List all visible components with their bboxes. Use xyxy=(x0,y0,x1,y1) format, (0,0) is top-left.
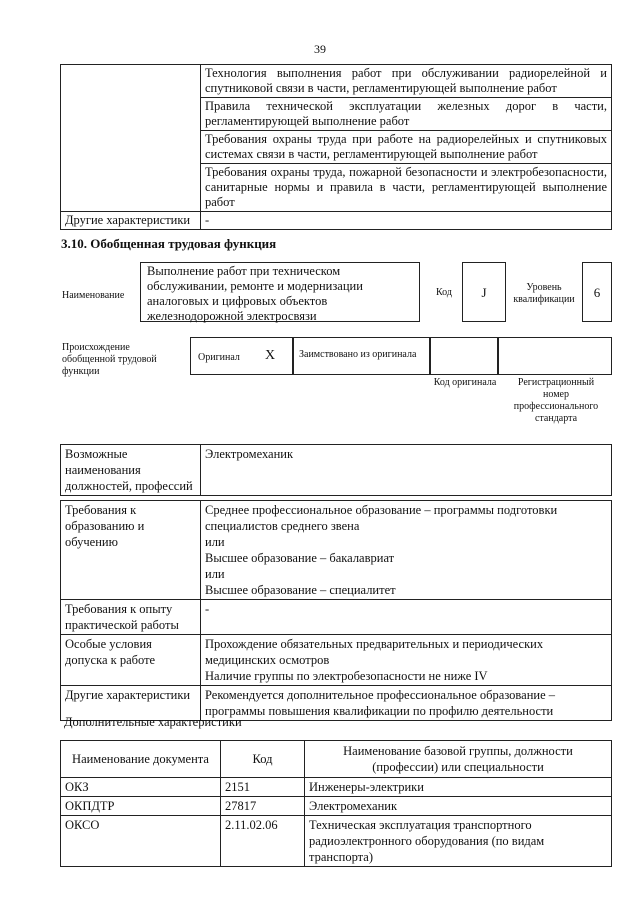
positions-value: Электромеханик xyxy=(201,445,612,496)
knowledge-table xyxy=(60,64,612,230)
group-cell: Инженеры-электрики xyxy=(305,778,612,797)
other-characteristics-value: - xyxy=(201,212,612,230)
table-row xyxy=(61,778,612,797)
education-line: или xyxy=(205,535,225,549)
knowledge-item: Требования охраны труда, пожарной безопасности и электробезопасности, санитарные нормы и правила в части, регламентирующей выполнение работ xyxy=(201,164,612,212)
positions-label: Возможные наименования должностей, профессий xyxy=(61,445,201,496)
original-mark: X xyxy=(265,348,276,363)
education-line: или xyxy=(205,567,225,581)
doc-cell: ОКЗ xyxy=(61,778,221,797)
table-row xyxy=(61,65,612,98)
experience-value: - xyxy=(201,600,612,635)
table-row xyxy=(61,816,612,867)
level-label: Уровень квалификации xyxy=(513,282,575,305)
additional-title: Дополнительные характеристики xyxy=(64,715,242,729)
education-line: Высшее образование – специалитет xyxy=(205,583,396,597)
additional-table xyxy=(60,740,612,867)
group-cell: Техническая эксплуатация транспортного радиоэлектронного оборудования (по видам транспорта) xyxy=(305,816,612,867)
education-line: Высшее образование – бакалавриат xyxy=(205,551,395,565)
header-group: Наименование базовой группы, должности (профессии) или специальности xyxy=(305,741,612,778)
admission-line: Прохождение обязательных предварительных и периодических медицинских осмотров xyxy=(205,637,544,667)
table-row xyxy=(61,445,612,496)
education-value xyxy=(201,501,612,600)
code-value: J xyxy=(462,262,506,322)
other-value: Рекомендуется дополнительное профессиональное образование – программы повышения квалификации по профилю деятельности xyxy=(201,686,612,721)
doc-cell: ОКПДТР xyxy=(61,797,221,816)
education-label: Требования к образованию и обучению xyxy=(61,501,201,600)
code-cell: 27817 xyxy=(221,797,305,816)
origin-code-box xyxy=(430,337,498,375)
positions-table xyxy=(60,444,612,496)
level-value: 6 xyxy=(582,262,612,322)
table-row xyxy=(61,501,612,600)
name-label: Наименование xyxy=(62,290,125,301)
code-cell: 2.11.02.06 xyxy=(221,816,305,867)
other-characteristics-label: Другие характеристики xyxy=(61,212,201,230)
table-row xyxy=(61,797,612,816)
borrowed-label: Заимствовано из оригинала xyxy=(299,349,417,360)
other-label: Другие характеристики xyxy=(61,686,201,721)
table-header-row xyxy=(61,741,612,778)
borrowed-box xyxy=(293,337,430,375)
section-title: 3.10. Обобщенная трудовая функция xyxy=(61,236,277,251)
origin-code-caption: Код оригинала xyxy=(433,377,497,388)
function-name: Выполнение работ при техническом обслуживании, ремонте и модернизации аналоговых и цифровых объектов железнодорожной электросвязи xyxy=(140,262,420,322)
doc-cell: ОКСО xyxy=(61,816,221,867)
code-cell: 2151 xyxy=(221,778,305,797)
requirements-table xyxy=(60,500,612,721)
code-label: Код xyxy=(436,287,452,298)
registration-caption: Регистрационный номер профессионального стандарта xyxy=(513,377,599,424)
knowledge-item: Правила технической эксплуатации железных дорог в части, регламентирующей выполнение работ xyxy=(201,98,612,131)
admission-label: Особые условия допуска к работе xyxy=(61,635,201,686)
table-row xyxy=(61,212,612,230)
knowledge-item: Требования охраны труда при работе на радиорелейных и спутниковых системах связи в части, регламентирующей выполнение работ xyxy=(201,131,612,164)
group-cell: Электромеханик xyxy=(305,797,612,816)
original-box xyxy=(190,337,293,375)
experience-label: Требования к опыту практической работы xyxy=(61,600,201,635)
empty-label-cell xyxy=(61,65,201,212)
knowledge-item: Технология выполнения работ при обслуживании радиорелейной и спутниковой связи в части, регламентирующей выполнение работ xyxy=(201,65,612,98)
admission-value xyxy=(201,635,612,686)
table-row xyxy=(61,600,612,635)
page-number: 39 xyxy=(314,42,326,56)
admission-line: Наличие группы по электробезопасности не ниже IV xyxy=(205,669,488,683)
education-line: Среднее профессиональное образование – программы подготовки специалистов среднего звена xyxy=(205,503,558,533)
original-label: Оригинал xyxy=(198,352,240,363)
header-document: Наименование документа xyxy=(61,741,221,778)
header-code: Код xyxy=(221,741,305,778)
origin-label: Происхождение обобщенной трудовой функции xyxy=(62,342,157,377)
table-row xyxy=(61,635,612,686)
registration-box xyxy=(498,337,612,375)
